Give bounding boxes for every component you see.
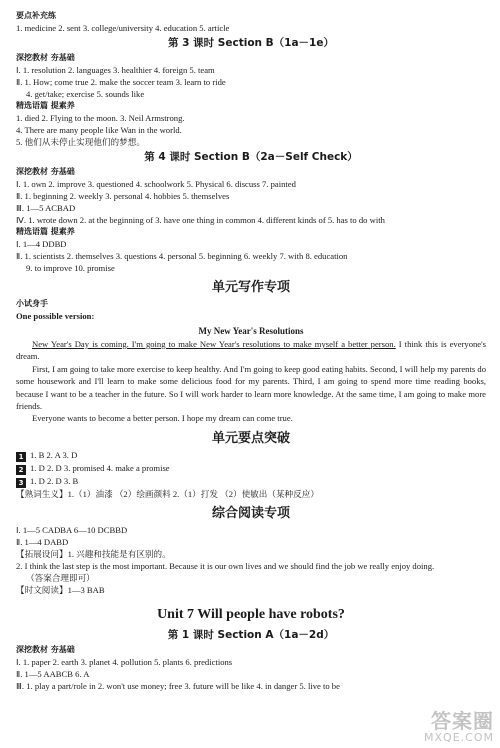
answer-line: Ⅱ. 1. scientists 2. themselves 3. questions 4. personal 5. beginning 6. weekly 7. with 8. education [16, 251, 348, 261]
answer-line: 4. get/take; exercise 5. sounds like [26, 89, 145, 99]
answer-line: 1. died 2. Flying to the moon. 3. Neil Armstrong. [16, 113, 185, 123]
answer-line: Ⅱ. 1. How; come true 2. make the soccer team 3. learn to ride [16, 77, 226, 87]
answer-line: 【时文阅读】1—3 BAB [16, 584, 105, 595]
answer-line: 2. I think the last step is the most important. Because it is our own lives and we should find the job we really enjoy doing. [16, 560, 435, 571]
section-label: 小试身手 [16, 299, 48, 308]
version-label: One possible version: [16, 311, 95, 321]
answer-line: 1. medicine 2. sent 3. college/university 4. education 5. article [16, 23, 230, 33]
answer-line: Ⅳ. 1. wrote down 2. at the beginning of 3. have one thing in common 4. different kinds of 5. has to do with [16, 215, 385, 225]
answer-line: Ⅰ. 1. own 2. improve 3. questioned 4. schoolwork 5. Physical 6. discuss 7. painted [16, 179, 296, 189]
number-badge: 2 [16, 465, 26, 475]
essay-title: My New Year's Resolutions [198, 326, 304, 336]
answer-line: 5. 他们从未停止实现他们的梦想。 [16, 137, 145, 147]
lesson-3-title: 第 3 课时 Section B（1a－1e） [168, 37, 334, 49]
answer-line: 【拓展设问】1. 兴趣和技能是有区别的。 [16, 548, 171, 559]
writing-section-title: 单元写作专项 [211, 280, 290, 295]
essay-paragraph: First, I am going to take more exercise to keep healthy. And I'm going to keep good eating habits. Second, I will help my parents do some housework and I'll learn to make some delicious food for my parents. Third, I am going to spend more time reading books, because I want to be a teacher in the future. So I will work harder to learn more knowledge. At the same time, I am going to make more friends. [16, 363, 486, 412]
watermark: 答案圈 MXQE.COM [424, 709, 494, 744]
unit-7-lesson-1-title: 第 1 课时 Section A（1a－2d） [167, 628, 335, 641]
answer-line: Ⅱ. 1—5 AABCB 6. A [16, 668, 90, 679]
answer-line: Ⅲ. 1. play a part/role in 2. won't use money; free 3. future will be like 4. in danger 5. live to be [16, 680, 340, 691]
answer-line: Ⅲ. 1—5 ACBAD [16, 203, 76, 213]
answer-row: 3 1. D 2. D 3. B [16, 475, 486, 488]
essay-paragraph: New Year's Day is coming. I'm going to make New Year's resolutions to make myself a better person. I think this is everyone's dream. [16, 339, 486, 362]
section-label: 深挖教材 夯基础 [16, 644, 75, 654]
answer-line: 4. There are many people like Wan in the world. [16, 125, 182, 135]
section-label: 要点补充练 [16, 11, 56, 20]
breakthrough-section-title: 单元要点突破 [211, 430, 290, 446]
answer-line: （答案合理即可） [26, 572, 95, 583]
section-label: 深挖教材 夯基础 [16, 53, 75, 62]
section-label: 精选语篇 提素养 [16, 227, 75, 236]
answer-line: 【熟词生义】1.（1）油漆 （2）绘画颜料 2.（1）打发 （2）使敏出（某种反应） [16, 488, 319, 499]
answer-row: 2 1. D 2. D 3. promised 4. make a promise [16, 462, 486, 475]
answer-line: Ⅰ. 1—5 CADBA 6—10 DCBBD [16, 524, 128, 535]
answer-line: Ⅰ. 1. paper 2. earth 3. planet 4. pollution 5. plants 6. predictions [16, 656, 233, 667]
lesson-4-title: 第 4 课时 Section B（2a－Self Check） [144, 151, 358, 163]
number-badge: 1 [16, 452, 26, 462]
essay-paragraph: Everyone wants to become a better person. I hope my dream can come true. [32, 413, 293, 424]
answer-line: Ⅱ. 1. beginning 2. weekly 3. personal 4. hobbies 5. themselves [16, 191, 230, 201]
answer-row: 1 1. B 2. A 3. D [16, 449, 486, 462]
section-label: 深挖教材 夯基础 [16, 167, 75, 176]
answer-line: Ⅱ. 1—4 DABD [16, 536, 69, 547]
answer-line: 9. to improve 10. promise [26, 263, 115, 273]
unit-title: Unit 7 Will people have robots? [157, 606, 345, 622]
reading-section-title: 综合阅读专项 [211, 505, 290, 521]
answer-line: Ⅰ. 1. resolution 2. languages 3. healthier 4. foreign 5. team [16, 65, 215, 75]
number-badge: 3 [16, 478, 26, 488]
answer-line: Ⅰ. 1—4 DDBD [16, 239, 67, 249]
section-label: 精选语篇 提素养 [16, 101, 75, 110]
